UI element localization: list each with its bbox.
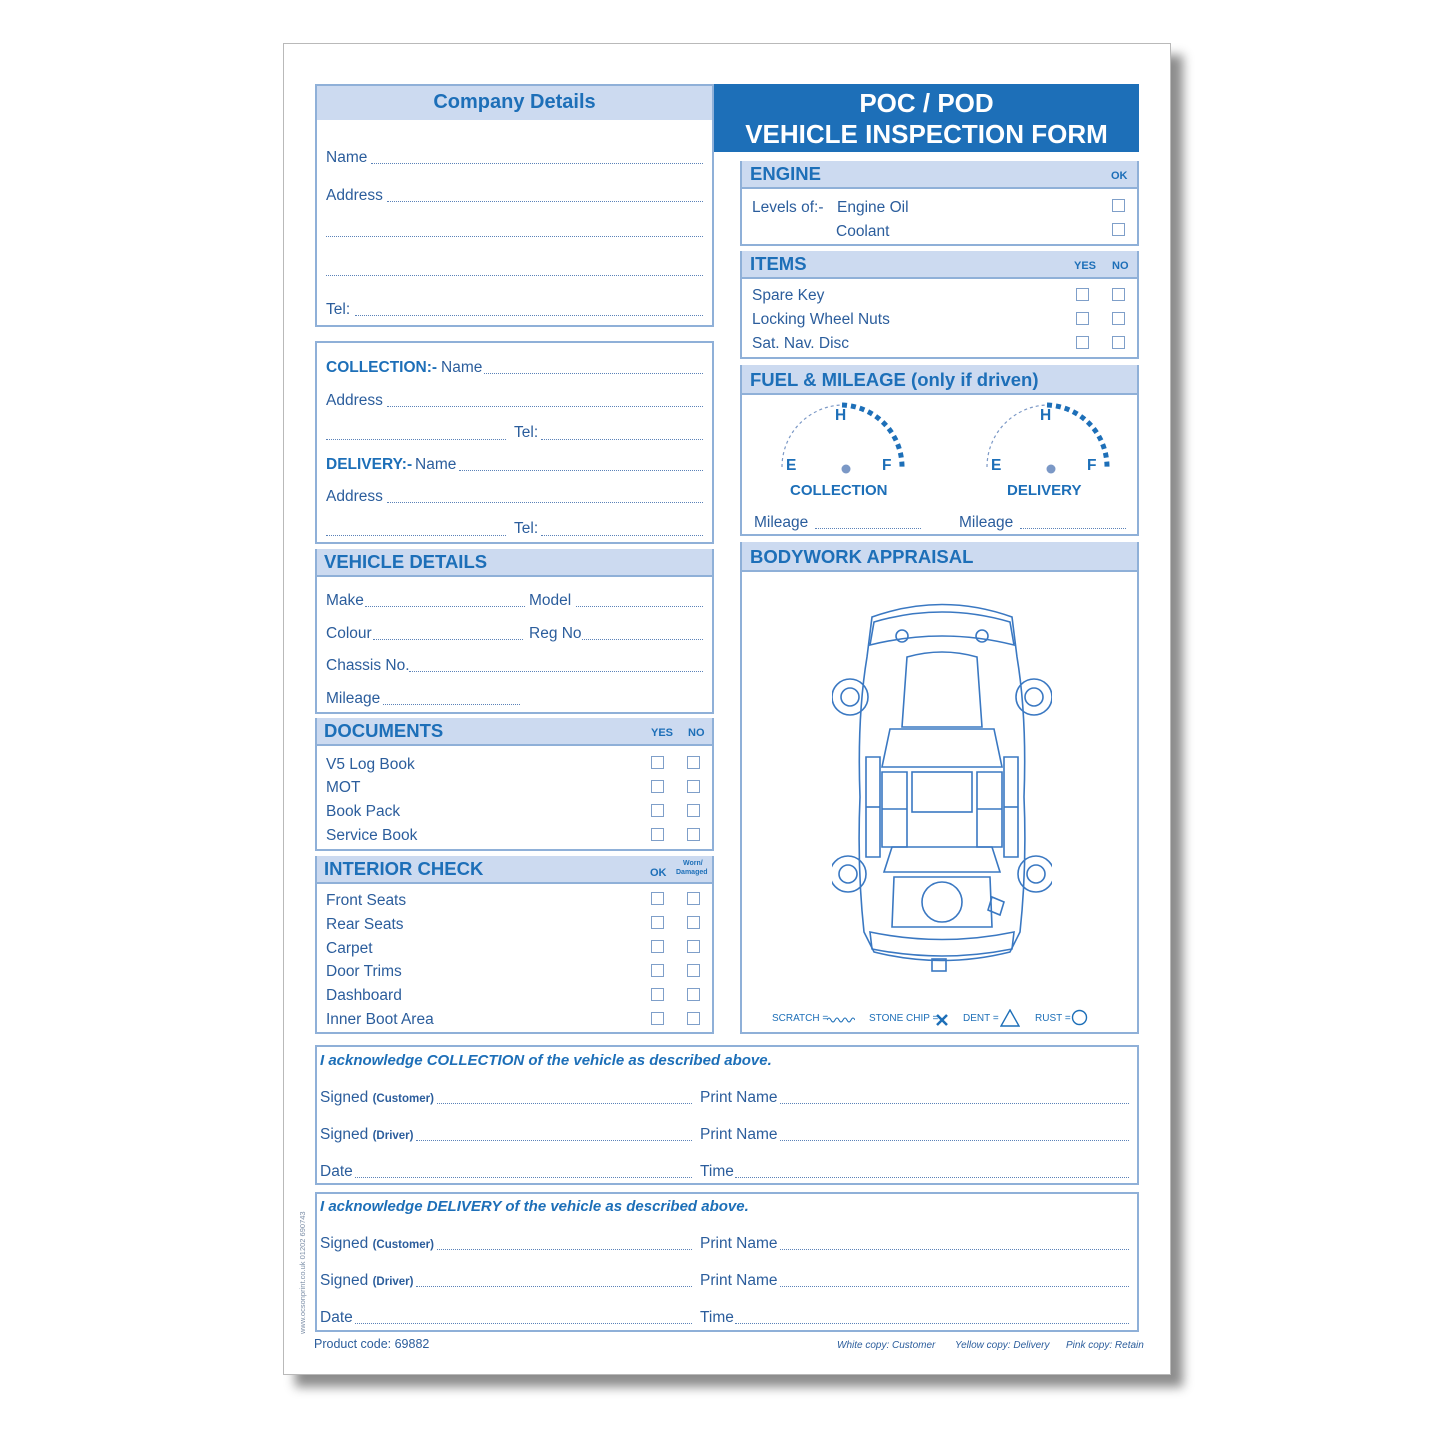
company-name-line[interactable] xyxy=(371,163,703,164)
interior-door-trims-ok-checkbox[interactable] xyxy=(651,964,664,977)
delivery-address-line[interactable] xyxy=(387,502,703,503)
interior-item-front-seats: Front Seats xyxy=(326,892,407,909)
collection-print-name-line-1[interactable] xyxy=(780,1103,1129,1104)
reg-no-label: Reg No xyxy=(529,625,582,642)
collection-gauge-f: F xyxy=(882,457,892,474)
delivery-signed-driver-line[interactable] xyxy=(416,1286,692,1287)
document-item-book-pack: Book Pack xyxy=(326,803,401,820)
fuel-title-sub: (only if driven) xyxy=(911,369,1039,390)
documents-title: DOCUMENTS xyxy=(324,720,444,741)
interior-item-rear-seats: Rear Seats xyxy=(326,916,404,933)
delivery-gauge-f: F xyxy=(1087,457,1097,474)
delivery-gauge-e: E xyxy=(991,457,1002,474)
document-book-pack-no-checkbox[interactable] xyxy=(687,804,700,817)
item-sat-nav-yes-checkbox[interactable] xyxy=(1076,336,1089,349)
collection-address-label: Address xyxy=(326,392,383,409)
interior-rear-seats-ok-checkbox[interactable] xyxy=(651,916,664,929)
interior-dashboard-worn-checkbox[interactable] xyxy=(687,988,700,1001)
company-name-label: Name xyxy=(326,149,368,166)
bodywork-title: BODYWORK APPRAISAL xyxy=(750,546,974,567)
fuel-title-main: FUEL & MILEAGE xyxy=(750,369,906,390)
signed-word: Signed xyxy=(320,1272,369,1289)
dent-symbol-icon xyxy=(1000,1009,1020,1027)
vehicle-details-box xyxy=(315,549,714,714)
fuel-mileage-header xyxy=(742,365,1137,393)
driver-word: (Driver) xyxy=(372,1130,414,1142)
fuel-mileage-title xyxy=(750,369,1038,391)
collection-acknowledgement-text: I acknowledge COLLECTION of the vehicle as described above. xyxy=(320,1052,772,1069)
form-title-banner xyxy=(714,84,1139,152)
chassis-label: Chassis No. xyxy=(326,657,410,674)
legend-scratch-label: SCRATCH = xyxy=(772,1013,829,1024)
item-locking-nuts-yes-checkbox[interactable] xyxy=(1076,312,1089,325)
signed-word: Signed xyxy=(320,1089,369,1106)
interior-item-inner-boot: Inner Boot Area xyxy=(326,1011,434,1028)
items-no-header: NO xyxy=(1112,260,1129,272)
collection-mileage-line[interactable] xyxy=(815,528,921,529)
interior-rear-seats-worn-checkbox[interactable] xyxy=(687,916,700,929)
delivery-acknowledgement-box xyxy=(315,1192,1139,1332)
document-item-v5: V5 Log Book xyxy=(326,756,415,773)
signed-word: Signed xyxy=(320,1126,369,1143)
collection-print-name-label-2: Print Name xyxy=(700,1126,778,1143)
delivery-name-label: Name xyxy=(415,456,457,473)
bodywork-header xyxy=(742,542,1137,570)
bodywork-appraisal-box xyxy=(740,542,1139,1034)
fuel-mileage-box xyxy=(740,365,1139,536)
delivery-tel-label: Tel: xyxy=(514,520,539,537)
company-address-line-2[interactable] xyxy=(326,236,703,237)
interior-door-trims-worn-checkbox[interactable] xyxy=(687,964,700,977)
document-item-mot: MOT xyxy=(326,779,361,796)
interior-boot-worn-checkbox[interactable] xyxy=(687,1012,700,1025)
pink-copy-note: Pink copy: Retain xyxy=(1066,1340,1144,1351)
documents-box xyxy=(315,718,714,851)
vehicle-mileage-label: Mileage xyxy=(326,690,381,707)
chassis-line[interactable] xyxy=(409,671,703,672)
collection-signed-customer-label xyxy=(320,1089,434,1107)
side-contact-text: www.ocsonprint.co.uk 01202 690743 xyxy=(298,1211,307,1334)
rust-symbol-icon xyxy=(1071,1009,1088,1026)
document-mot-yes-checkbox[interactable] xyxy=(651,780,664,793)
items-title: ITEMS xyxy=(750,253,807,274)
company-details-header xyxy=(317,86,712,120)
engine-coolant-ok-checkbox[interactable] xyxy=(1112,223,1125,236)
interior-front-seats-worn-checkbox[interactable] xyxy=(687,892,700,905)
collection-gauge-h: H xyxy=(835,407,847,424)
legend-rust-label: RUST = xyxy=(1035,1013,1071,1024)
interior-damaged-header: Damaged xyxy=(676,869,708,876)
interior-carpet-worn-checkbox[interactable] xyxy=(687,940,700,953)
reg-no-line[interactable] xyxy=(582,639,703,640)
delivery-signed-customer-line[interactable] xyxy=(437,1249,692,1250)
company-tel-line[interactable] xyxy=(355,315,703,316)
delivery-date-line[interactable] xyxy=(355,1323,692,1324)
collection-tel-label: Tel: xyxy=(514,424,539,441)
document-book-pack-yes-checkbox[interactable] xyxy=(651,804,664,817)
company-tel-label: Tel: xyxy=(326,301,351,318)
collection-address-line[interactable] xyxy=(387,406,703,407)
vehicle-mileage-line[interactable] xyxy=(383,704,520,705)
item-sat-nav-no-checkbox[interactable] xyxy=(1112,336,1125,349)
collection-gauge-e: E xyxy=(786,457,797,474)
engine-box xyxy=(740,161,1139,246)
collection-signed-driver-line[interactable] xyxy=(416,1140,692,1141)
collection-label: COLLECTION:- xyxy=(326,359,438,376)
legend-dent-label: DENT = xyxy=(963,1013,999,1024)
item-spare-key: Spare Key xyxy=(752,287,825,304)
interior-front-seats-ok-checkbox[interactable] xyxy=(651,892,664,905)
collection-delivery-box xyxy=(315,341,714,544)
items-header xyxy=(742,251,1137,277)
delivery-tel-line[interactable] xyxy=(541,535,703,536)
signed-word: Signed xyxy=(320,1235,369,1252)
customer-word: (Customer) xyxy=(372,1093,434,1105)
interior-ok-header: OK xyxy=(650,867,667,879)
interior-carpet-ok-checkbox[interactable] xyxy=(651,940,664,953)
documents-no-header: NO xyxy=(688,727,705,739)
delivery-label: DELIVERY:- xyxy=(326,456,413,473)
delivery-mileage-label: Mileage xyxy=(959,514,1014,531)
collection-date-label: Date xyxy=(320,1163,353,1180)
customer-word: (Customer) xyxy=(372,1239,434,1251)
delivery-address-line-2[interactable] xyxy=(326,535,506,536)
collection-address-line-2[interactable] xyxy=(326,439,506,440)
make-line[interactable] xyxy=(365,606,525,607)
interior-check-box xyxy=(315,856,714,1034)
interior-item-carpet: Carpet xyxy=(326,940,373,957)
engine-item-oil: Engine Oil xyxy=(837,199,909,216)
interior-item-door-trims: Door Trims xyxy=(326,963,402,980)
collection-gauge-label: COLLECTION xyxy=(790,482,888,499)
documents-yes-header: YES xyxy=(651,727,674,739)
interior-item-dashboard: Dashboard xyxy=(326,987,402,1004)
delivery-gauge-h: H xyxy=(1040,407,1052,424)
vehicle-details-title: VEHICLE DETAILS xyxy=(324,551,488,572)
delivery-signed-customer-label xyxy=(320,1235,434,1253)
items-yes-header: YES xyxy=(1074,260,1097,272)
items-box xyxy=(740,251,1139,359)
collection-time-label: Time xyxy=(700,1163,734,1180)
interior-check-header xyxy=(317,856,712,882)
collection-name-line[interactable] xyxy=(484,373,703,374)
model-label: Model xyxy=(529,592,572,609)
delivery-time-line[interactable] xyxy=(735,1323,1129,1324)
gauge-pivot xyxy=(1047,465,1056,474)
document-service-no-checkbox[interactable] xyxy=(687,828,700,841)
company-address-label: Address xyxy=(326,187,383,204)
colour-label: Colour xyxy=(326,625,372,642)
interior-check-title: INTERIOR CHECK xyxy=(324,858,484,879)
stone-chip-symbol-icon xyxy=(936,1014,948,1026)
company-address-line-3[interactable] xyxy=(326,275,703,276)
document-mot-no-checkbox[interactable] xyxy=(687,780,700,793)
driver-word: (Driver) xyxy=(372,1276,414,1288)
engine-item-coolant: Coolant xyxy=(836,223,890,240)
collection-name-label: Name xyxy=(441,359,483,376)
company-details-box xyxy=(315,84,714,327)
form-title-line1: POC / POD xyxy=(859,88,994,118)
item-sat-nav-disc: Sat. Nav. Disc xyxy=(752,335,850,352)
product-code: Product code: 69882 xyxy=(314,1337,430,1351)
form-title-line2: VEHICLE INSPECTION FORM xyxy=(745,119,1108,149)
vehicle-diagram[interactable] xyxy=(832,597,1052,982)
collection-acknowledgement-box xyxy=(315,1045,1139,1185)
delivery-date-label: Date xyxy=(320,1309,353,1326)
interior-worn-header: Worn/ xyxy=(683,860,703,867)
documents-header xyxy=(317,718,712,744)
engine-ok-header: OK xyxy=(1111,170,1128,182)
document-v5-yes-checkbox[interactable] xyxy=(651,756,664,769)
delivery-print-name-label-2: Print Name xyxy=(700,1272,778,1289)
make-label: Make xyxy=(326,592,364,609)
vehicle-details-header xyxy=(317,549,712,575)
delivery-address-label: Address xyxy=(326,488,383,505)
collection-print-name-label-1: Print Name xyxy=(700,1089,778,1106)
gauge-arc-bold xyxy=(842,405,902,467)
gauge-arc-bold xyxy=(1047,405,1107,467)
delivery-mileage-line[interactable] xyxy=(1020,528,1126,529)
interior-dashboard-ok-checkbox[interactable] xyxy=(651,988,664,1001)
delivery-print-name-line-1[interactable] xyxy=(780,1249,1129,1250)
collection-signed-customer-line[interactable] xyxy=(437,1103,692,1104)
delivery-acknowledgement-text: I acknowledge DELIVERY of the vehicle as described above. xyxy=(320,1198,749,1215)
collection-signed-driver-label xyxy=(320,1126,413,1144)
model-line[interactable] xyxy=(576,606,703,607)
delivery-time-label: Time xyxy=(700,1309,734,1326)
delivery-name-line[interactable] xyxy=(459,470,703,471)
gauge-pivot xyxy=(842,465,851,474)
legend-stone-chip-label: STONE CHIP = xyxy=(869,1013,939,1024)
delivery-gauge-label: DELIVERY xyxy=(1007,482,1082,499)
item-spare-key-yes-checkbox[interactable] xyxy=(1076,288,1089,301)
scratch-symbol-icon xyxy=(827,1016,855,1024)
item-spare-key-no-checkbox[interactable] xyxy=(1112,288,1125,301)
engine-oil-ok-checkbox[interactable] xyxy=(1112,199,1125,212)
document-service-yes-checkbox[interactable] xyxy=(651,828,664,841)
item-locking-nuts-no-checkbox[interactable] xyxy=(1112,312,1125,325)
company-details-title: Company Details xyxy=(433,91,596,113)
document-item-service-book: Service Book xyxy=(326,827,418,844)
delivery-print-name-line-2[interactable] xyxy=(780,1286,1129,1287)
item-locking-wheel-nuts: Locking Wheel Nuts xyxy=(752,311,890,328)
collection-print-name-line-2[interactable] xyxy=(780,1140,1129,1141)
engine-title: ENGINE xyxy=(750,163,821,184)
engine-header xyxy=(742,161,1137,187)
document-v5-no-checkbox[interactable] xyxy=(687,756,700,769)
yellow-copy-note: Yellow copy: Delivery xyxy=(955,1340,1050,1351)
collection-time-line[interactable] xyxy=(735,1177,1129,1178)
company-address-line-1[interactable] xyxy=(387,201,703,202)
delivery-signed-driver-label xyxy=(320,1272,413,1290)
engine-levels-label: Levels of:- xyxy=(752,199,824,216)
colour-line[interactable] xyxy=(373,639,523,640)
interior-boot-ok-checkbox[interactable] xyxy=(651,1012,664,1025)
white-copy-note: White copy: Customer xyxy=(837,1340,936,1351)
form-sheet xyxy=(283,43,1171,1375)
collection-mileage-label: Mileage xyxy=(754,514,809,531)
collection-date-line[interactable] xyxy=(355,1177,692,1178)
delivery-print-name-label-1: Print Name xyxy=(700,1235,778,1252)
collection-tel-line[interactable] xyxy=(541,439,703,440)
